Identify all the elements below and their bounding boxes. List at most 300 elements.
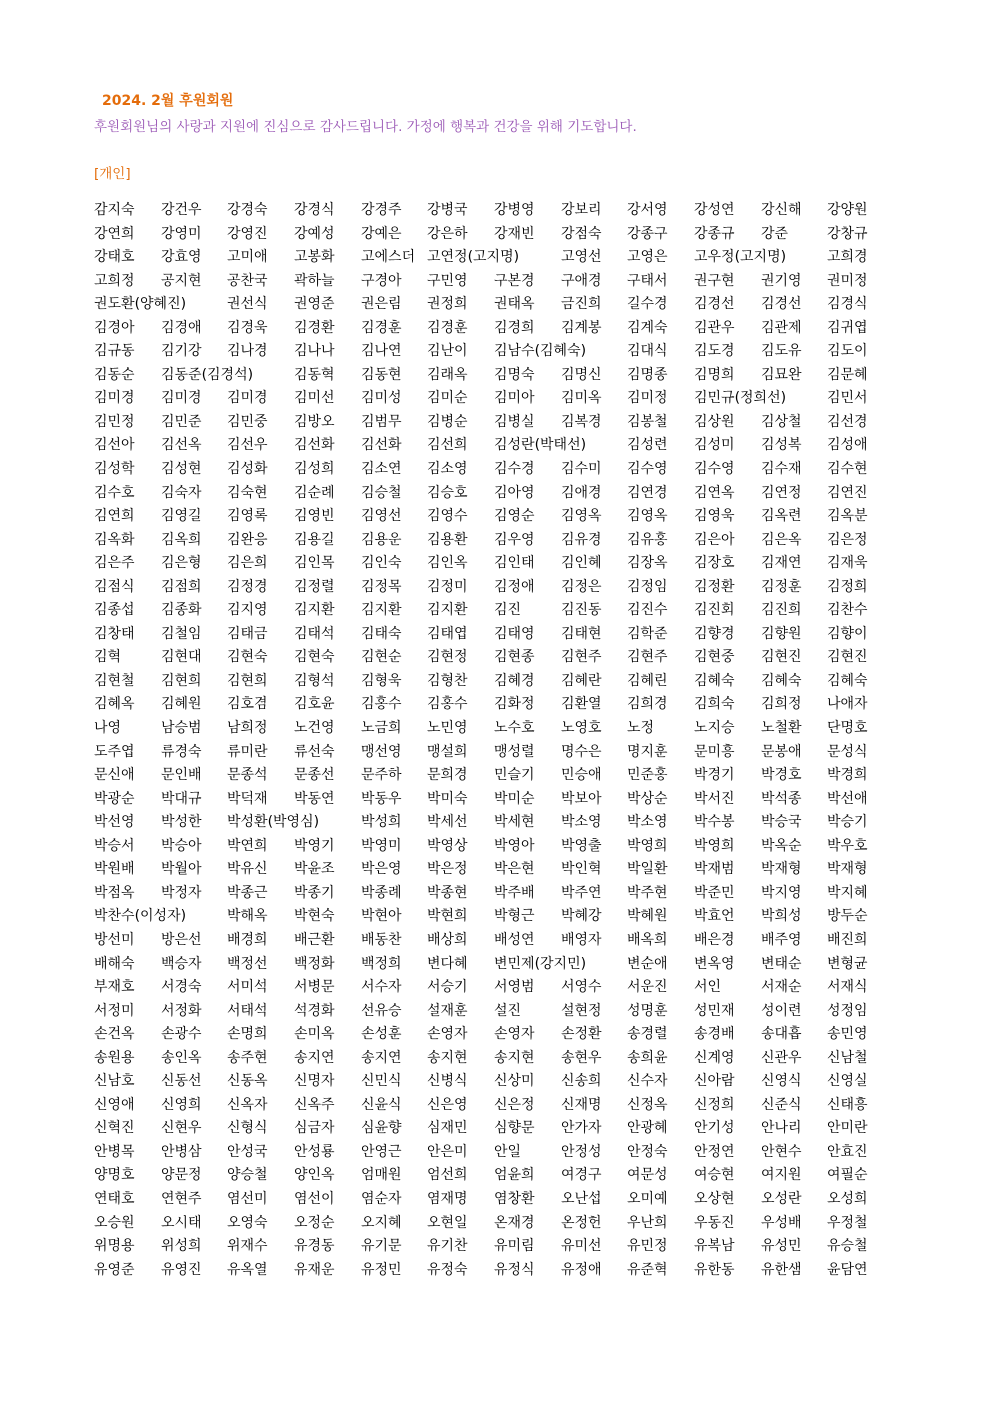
member-name: 권도환(양혜진) [94,296,187,313]
member-name: 김형찬 [427,672,468,689]
member-name: 서미석 [227,979,268,996]
member-name: 박해옥 [227,908,268,925]
member-name: 양문정 [161,1167,202,1184]
member-name: 성이련 [761,1002,802,1019]
member-name: 나애자 [827,696,868,713]
member-name: 김동혁 [294,366,335,383]
member-name: 김민중 [227,413,268,430]
member-name: 서정화 [161,1002,202,1019]
member-name: 김선경 [827,413,868,430]
member-name: 고우정(고지명) [694,249,787,266]
member-name: 유준혁 [627,1261,668,1278]
member-name: 엄매원 [361,1167,402,1184]
member-name: 신계영 [694,1049,735,1066]
member-name: 오정순 [294,1214,335,1231]
member-name: 김진 [494,602,522,619]
member-name: 김병순 [427,413,468,430]
member-name: 박소영 [627,814,668,831]
member-name: 김묘완 [761,366,802,383]
member-name: 공지현 [161,272,202,289]
member-name: 권선식 [227,296,268,313]
member-name: 김선우 [227,437,268,454]
member-name: 박상순 [627,790,668,807]
member-name: 박일환 [627,861,668,878]
member-name: 백정희 [361,955,402,972]
member-name: 나영 [94,720,122,737]
member-name: 설진 [494,1002,522,1019]
member-name: 신영실 [827,1073,868,1090]
member-name: 김나연 [361,343,402,360]
member-name: 강병영 [494,202,535,218]
member-name: 금진희 [561,296,602,313]
member-name: 박윤조 [294,861,335,878]
member-name: 박대규 [161,790,202,807]
member-name: 우성배 [761,1214,802,1231]
member-name: 권기영 [761,272,802,289]
member-name: 김용길 [294,531,335,548]
member-name: 박동우 [361,790,402,807]
member-name: 김동준(김경석) [161,366,254,383]
member-name: 손성훈 [361,1026,402,1043]
member-name: 김현희 [227,672,268,689]
member-name: 강성연 [694,202,735,218]
member-name: 유승철 [827,1238,868,1255]
member-name: 유정숙 [427,1261,468,1278]
member-name: 유한샘 [761,1261,802,1278]
member-name: 문성식 [827,743,868,760]
member-name: 김민규(정희선) [694,390,787,407]
member-name: 강양원 [827,202,868,218]
member-name: 노지승 [694,720,735,737]
member-name: 박은현 [494,861,535,878]
member-name: 김장호 [694,555,735,572]
member-name: 김선아 [94,437,135,454]
member-name: 우정철 [827,1214,868,1231]
member-name: 김인목 [294,555,335,572]
member-name: 김은주 [94,555,135,572]
member-name: 강경주 [361,202,402,218]
member-name: 문희경 [427,767,468,784]
member-name: 김은정 [827,531,868,548]
member-name: 신송희 [561,1073,602,1090]
member-name: 신병식 [427,1073,468,1090]
member-name: 유기문 [361,1238,402,1255]
member-name: 송현우 [561,1049,602,1066]
member-name: 김민정 [94,413,135,430]
member-name: 김봉철 [627,413,668,430]
member-name: 단명호 [827,720,868,737]
member-name: 김현희 [161,672,202,689]
member-name: 안기성 [694,1120,735,1137]
member-name: 엄윤희 [494,1167,535,1184]
member-name: 부재호 [94,979,135,996]
member-name: 김호윤 [294,696,335,713]
member-name: 안광혜 [627,1120,668,1137]
member-name: 변다혜 [427,955,468,972]
member-name: 김숙현 [227,484,268,501]
member-name: 민슬기 [494,767,535,784]
member-name: 김은희 [227,555,268,572]
member-name: 박경희 [827,767,868,784]
member-name: 류경숙 [161,743,202,760]
member-name: 배영자 [561,931,602,948]
member-name: 박영희 [627,837,668,854]
member-name: 김현주 [561,649,602,666]
member-name: 김미순 [427,390,468,407]
member-name: 백정선 [227,955,268,972]
member-name: 신준식 [761,1096,802,1113]
member-name: 김정경 [227,578,268,595]
member-name: 김향이 [827,625,868,642]
member-name: 김도유 [761,343,802,360]
member-name: 박성한 [161,814,202,831]
member-name: 박영희 [694,837,735,854]
member-name: 강준 [761,225,789,242]
member-name: 김선화 [361,437,402,454]
member-name: 노민영 [427,720,468,737]
member-name: 김영길 [161,508,202,525]
member-name: 신정희 [694,1096,735,1113]
member-name: 안병삼 [161,1143,202,1160]
member-name: 곽하늘 [294,272,335,289]
member-name: 권정희 [427,296,468,313]
member-name: 김혜린 [627,672,668,689]
member-name: 김성미 [694,437,735,454]
member-name: 송주현 [227,1049,268,1066]
member-name: 서운진 [627,979,668,996]
member-name: 양명호 [94,1167,135,1184]
member-name: 강점숙 [561,225,602,242]
member-name: 김경아 [94,319,135,336]
member-name: 권은림 [361,296,402,313]
member-name: 김현진 [761,649,802,666]
member-name: 서경숙 [161,979,202,996]
member-name: 박영출 [561,837,602,854]
member-name: 안정성 [561,1143,602,1160]
member-name: 김진수 [627,602,668,619]
member-name: 강창규 [827,225,868,242]
member-name: 김유경 [561,531,602,548]
member-name: 박지영 [761,884,802,901]
member-name: 손영자 [427,1026,468,1043]
member-name: 고희경 [827,249,868,266]
member-name: 염창환 [494,1190,535,1207]
member-name: 김승철 [361,484,402,501]
member-name: 류미란 [227,743,268,760]
member-name: 심윤향 [361,1120,402,1137]
member-name: 염선미 [227,1190,268,1207]
member-name: 김지영 [227,602,268,619]
member-name: 유영준 [94,1261,135,1278]
member-name: 신옥자 [227,1096,268,1113]
member-name: 김대식 [627,343,668,360]
member-name: 백정화 [294,955,335,972]
member-name: 신영식 [761,1073,802,1090]
member-name: 심향문 [494,1120,535,1137]
member-name: 김수현 [827,461,868,478]
member-name: 신동옥 [227,1073,268,1090]
member-name: 김귀엽 [827,319,868,336]
member-name: 강재빈 [494,225,535,242]
member-name: 엄선희 [427,1167,468,1184]
member-name: 김미경 [227,390,268,407]
member-name: 김옥희 [161,531,202,548]
member-name: 염순자 [361,1190,402,1207]
member-name: 서태석 [227,1002,268,1019]
member-name: 김경애 [161,319,202,336]
member-name: 권태옥 [494,296,535,313]
member-name: 김규동 [94,343,135,360]
member-name: 김미경 [161,390,202,407]
member-name: 김명신 [561,366,602,383]
member-name: 김연옥 [694,484,735,501]
member-name: 김혜숙 [827,672,868,689]
member-name: 김정희 [827,578,868,595]
member-name: 구애경 [561,272,602,289]
member-name: 연현주 [161,1190,202,1207]
member-name: 김연경 [627,484,668,501]
member-name: 공찬국 [227,272,268,289]
member-name: 김현주 [627,649,668,666]
member-name: 김지환 [361,602,402,619]
member-name: 김연진 [827,484,868,501]
member-name: 변형균 [827,955,868,972]
member-name: 박주연 [561,884,602,901]
member-name: 박현희 [427,908,468,925]
member-name: 박승서 [94,837,135,854]
member-name: 신혁진 [94,1120,135,1137]
member-name: 김정렬 [294,578,335,595]
member-name: 배상희 [427,931,468,948]
member-name: 설현정 [561,1002,602,1019]
member-name: 박주현 [627,884,668,901]
member-name: 김태영 [494,625,535,642]
member-name: 송희윤 [627,1049,668,1066]
member-name: 박석종 [761,790,802,807]
member-name: 변옥영 [694,955,735,972]
member-name: 유정민 [361,1261,402,1278]
member-name: 안미란 [827,1120,868,1137]
member-name: 김애경 [561,484,602,501]
member-name: 김영수 [427,508,468,525]
member-name: 박성희 [361,814,402,831]
member-name: 박은정 [427,861,468,878]
member-name: 박세현 [494,814,535,831]
member-name: 박경기 [694,767,735,784]
member-name: 권영준 [294,296,335,313]
member-name: 배진희 [827,931,868,948]
member-name: 문봉애 [761,743,802,760]
member-name: 신옥주 [294,1096,335,1113]
member-name: 김정훈 [761,578,802,595]
member-name: 박재형 [827,861,868,878]
member-name: 서영수 [561,979,602,996]
member-name: 김관우 [694,319,735,336]
member-name: 신정옥 [627,1096,668,1113]
member-name: 김정애 [494,578,535,595]
member-name: 박수봉 [694,814,735,831]
member-name: 박재범 [694,861,735,878]
member-name: 안성룡 [294,1143,335,1160]
member-name: 김혜숙 [694,672,735,689]
member-name: 김소연 [361,461,402,478]
member-name: 유정식 [494,1261,535,1278]
member-name: 김연희 [94,508,135,525]
member-name: 김혜경 [494,672,535,689]
member-name: 박승아 [161,837,202,854]
member-name: 우동진 [694,1214,735,1231]
member-name: 김홍수 [361,696,402,713]
member-name: 김종섭 [94,602,135,619]
member-name: 김상철 [761,413,802,430]
member-name: 권구현 [694,272,735,289]
member-name: 김홍수 [427,696,468,713]
member-name: 김기강 [161,343,202,360]
member-name: 박재형 [761,861,802,878]
member-name: 김인태 [494,555,535,572]
member-name: 김나나 [294,343,335,360]
member-name: 신상미 [494,1073,535,1090]
member-name: 박지혜 [827,884,868,901]
member-name: 김현중 [694,649,735,666]
member-name: 김경식 [827,296,868,313]
member-name: 박점옥 [94,884,135,901]
member-name: 김나경 [227,343,268,360]
member-name: 김병실 [494,413,535,430]
member-name: 김태엽 [427,625,468,642]
page-subtitle: 후원회원님의 사랑과 지원에 진심으로 감사드립니다. 가정에 행복과 건강을 위해 기도합니다. [94,119,637,135]
member-name: 안나리 [761,1120,802,1137]
member-name: 김태석 [294,625,335,642]
member-name: 김승호 [427,484,468,501]
member-name: 김경욱 [227,319,268,336]
member-name: 박영미 [361,837,402,854]
member-name: 배주영 [761,931,802,948]
member-name: 문인배 [161,767,202,784]
member-name: 구본경 [494,272,535,289]
member-name: 김은옥 [761,531,802,548]
member-name: 신재명 [561,1096,602,1113]
member-name: 염선이 [294,1190,335,1207]
member-name: 오영숙 [227,1214,268,1231]
member-name: 김동순 [94,366,135,383]
member-name: 박선영 [94,814,135,831]
member-name: 김계봉 [561,319,602,336]
member-name: 오성희 [827,1190,868,1207]
member-name: 김경선 [761,296,802,313]
member-name: 성정임 [827,1002,868,1019]
member-name: 김성애 [827,437,868,454]
member-name: 박혜강 [561,908,602,925]
member-name: 박미순 [494,790,535,807]
member-name: 신형식 [227,1120,268,1137]
member-name: 양인옥 [294,1167,335,1184]
member-name: 고에스더 [361,249,416,266]
member-name: 배성연 [494,931,535,948]
member-name: 김숙자 [161,484,202,501]
member-name: 김영선 [361,508,402,525]
member-name: 김명종 [627,366,668,383]
member-name: 김정환 [694,578,735,595]
member-name: 선유승 [361,1002,402,1019]
member-name: 서승기 [427,979,468,996]
member-name: 배은경 [694,931,735,948]
member-name: 김옥련 [761,508,802,525]
member-name: 김혜옥 [94,696,135,713]
member-name: 김래옥 [427,366,468,383]
member-name: 송민영 [827,1026,868,1043]
member-name: 신관우 [761,1049,802,1066]
member-name: 여지원 [761,1167,802,1184]
member-name: 김관제 [761,319,802,336]
member-name: 류선숙 [294,743,335,760]
member-name: 김경훈 [361,319,402,336]
member-name: 맹성렬 [494,743,535,760]
member-name: 박영상 [427,837,468,854]
member-name: 김은형 [161,555,202,572]
member-name: 배옥희 [627,931,668,948]
member-name: 김태숙 [361,625,402,642]
member-name: 구태서 [627,272,668,289]
member-name: 문종선 [294,767,335,784]
member-name: 김계숙 [627,319,668,336]
member-name: 유경동 [294,1238,335,1255]
member-name: 박영기 [294,837,335,854]
member-name: 김환열 [561,696,602,713]
member-name: 김옥화 [94,531,135,548]
member-name: 위재수 [227,1238,268,1255]
member-name: 남희정 [227,720,268,737]
member-name: 명수은 [561,743,602,760]
member-name: 박승국 [761,814,802,831]
member-name: 김희정 [761,696,802,713]
member-name: 유복남 [694,1238,735,1255]
member-name: 서수자 [361,979,402,996]
member-name: 김화정 [494,696,535,713]
member-name: 노철환 [761,720,802,737]
member-name: 김유홍 [627,531,668,548]
member-name: 김영옥 [627,508,668,525]
member-name: 박준민 [694,884,735,901]
member-name: 김희숙 [694,696,735,713]
member-name: 김용운 [361,531,402,548]
member-name: 김난이 [427,343,468,360]
member-name: 윤담연 [827,1261,868,1278]
member-name: 유민정 [627,1238,668,1255]
member-name: 김도이 [827,343,868,360]
member-name: 강건우 [161,202,202,218]
member-name: 김현숙 [227,649,268,666]
member-name: 서재식 [827,979,868,996]
member-name: 배경희 [227,931,268,948]
member-name: 김복경 [561,413,602,430]
member-name: 김동현 [361,366,402,383]
member-name: 신현우 [161,1120,202,1137]
member-name: 강종규 [694,225,735,242]
member-name: 방선미 [94,931,135,948]
member-name: 김수재 [761,461,802,478]
member-name: 신은영 [427,1096,468,1113]
member-name: 서영범 [494,979,535,996]
member-name: 김소영 [427,461,468,478]
member-name: 박월아 [161,861,202,878]
member-name: 김명희 [694,366,735,383]
member-name: 손명희 [227,1026,268,1043]
member-name: 박유신 [227,861,268,878]
member-name: 오시태 [161,1214,202,1231]
member-name: 안현수 [761,1143,802,1160]
member-name: 김영빈 [294,508,335,525]
